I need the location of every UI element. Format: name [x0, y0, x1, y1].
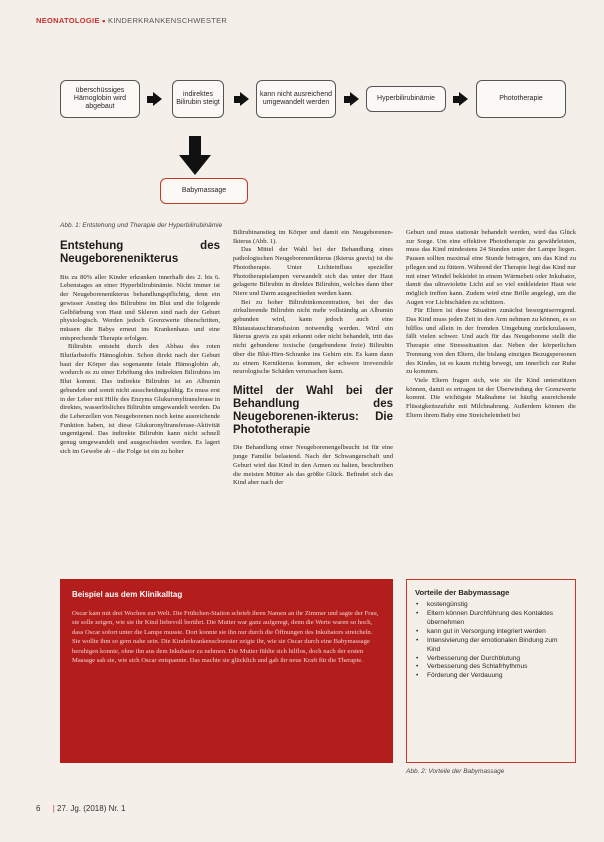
example-box	[60, 579, 393, 763]
header-brand: NEONATOLOGIE	[36, 16, 100, 25]
advantages-title: Vorteile der Babymassage	[415, 588, 510, 597]
col2-paragraph: Die Behandlung einer Neugeborenengelbsucht ist für eine junge Familie belastend. Nach der Schwangerschaft und Geburt wird das Kind in den Armen zu halten, beschreiben die meisten Mütter als das größte Glück. Befindet sich das Kind aber nach der	[233, 444, 393, 487]
col2-paragraph: Bei zu hoher Bilirubinkonzentration, bei der das zirkulierende Bilirubin nicht mehr vollständig an Albumin gebunden wird, kann jedoch auch eine Blutaustauschtransfusion notwendig werden. Wird ein Ikterus gravis zu spät erkannt oder nicht behandelt, tritt das nicht gebundene toxische (ungebundene freie) Bilirubin über die Blut-Hirn-Schranke ins Gehirn ein. Es kann dann zu einem Kernikterus kommen, der schwere irreversible neurologische Schäden verursachen kann.	[233, 298, 393, 376]
heading-entstehung: Entstehung des Neugeborenenikterus	[60, 240, 220, 265]
flow-arrow-right-icon	[459, 92, 468, 106]
flow-box-phototherapy: Phototherapie	[476, 80, 566, 118]
heading-mittel-der-wahl: Mittel der Wahl bei der Behandlung des Neugeborenen-ikterus: Die Phototherapie	[233, 384, 393, 436]
flow-arrow-down-icon	[178, 136, 212, 176]
figure2-caption: Abb. 2: Vorteile der Babymassage	[406, 768, 505, 775]
page-footer	[36, 804, 125, 813]
footer-divider: |	[52, 804, 55, 813]
flow-box-conversion: kann nicht ausreichend umgewandelt werden	[256, 80, 336, 118]
flow-box-hyperbilirubinemia: Hyperbilirubinämie	[366, 86, 446, 112]
list-item: • Verbesserung der Durchblutung	[424, 655, 567, 664]
figure1-caption: Abb. 1: Entstehung und Therapie der Hyperbilirubinämie	[60, 222, 223, 229]
col3-paragraph: Für Eltern ist diese Situation zunächst besorgniserregend. Das Kind muss jeden Zeit in den Arm nehmen zu können, es so hilflos und allein in der fremden Umgebung zurückzulassen, fällt vielen schwer. Und auch für das Neugeborene stellt die Therapie eine Stresssituation dar. Neben der körperlichen Trennung von den Eltern, die bislang einzigen Bezugspersonen des Kindes, ist es kaum richtig bewegt, um innerlich zur Ruhe zu kommen.	[406, 307, 576, 376]
column-3	[406, 229, 576, 420]
col3-paragraph: Viele Eltern fragen sich, wie sie ihr Kind unterstützen können, damit es ertragen ist der Überwindung der Grenzwerte kommt. Die wichtigste Maßnahme ist häufig ausreichende Flüssigkeitszufuhr mit Milchnahrung. Außerdem können die Eltern ihrem Baby eine Streicheleinheit bei	[406, 376, 576, 419]
issue-info: 27. Jg. (2018) Nr. 1	[57, 804, 126, 813]
example-text: Oscar kam mit drei Wochen zur Welt. Die Frühchen-Station schrieb ihren Namen an ihr Zimmer und sagte der Frau, sie solle zeigen, wie sie ihr Kind liebevoll berührt. Die Mutter war ganz aufgeregt, denn die Werte waren so hoch, dass Oscar sofort unter die Lampe musste. Dort konnte sie ihn nur durch die Öffnungen des Inkubators streicheln. Sie wollte ihm so gern nahe sein. Die Kinderkrankenschwester zeigte ihr, wie sie Oscar durch eine Babymassage beruhigen konnte, ohne ihn aus dem Inkubator zu nehmen. Die Mutter fühlte sich hilflos, doch nach der ersten Massage sah sie, wie sich Oscar entspannte. Das machte sie glücklich und gab ihr neue Kraft für die Therapie.	[72, 609, 379, 665]
flow-arrow-right-icon	[153, 92, 162, 106]
column-2	[233, 229, 393, 488]
col2-paragraph: Bilirubinanstieg im Körper und damit ein Neugeborenen-Ikterus (Abb. 1).	[233, 229, 393, 245]
col2-paragraph: Das Mittel der Wahl bei der Behandlung eines pathologischen Neugeborenenikterus (Ikterus gravis) ist die Phototherapie. Unter Lichteinfluss spezieller Phototherapielampen verwandelt sich das unter der Haut gelagerte Bilirubin in direktes Bilirubin, welches dann über Niere und Darm ausgeschieden werden kann.	[233, 246, 393, 297]
header-section: KINDERKRANKENSCHWESTER	[108, 16, 228, 25]
flow-box-hemoglobin: überschüssiges Hämoglobin wird abgebaut	[60, 80, 140, 118]
list-item: • Verbesserung des Schlafrhythmus	[424, 663, 567, 672]
flow-box-baby-massage: Babymassage	[160, 178, 248, 204]
advantages-list	[415, 601, 567, 681]
flow-diagram	[60, 80, 580, 210]
list-item: • Eltern können Durchführung des Kontaktes übernehmen	[424, 610, 567, 628]
header-separator-icon: ▪	[102, 16, 106, 26]
col1-paragraph: Bis zu 80% aller Kinder erkranken innerhalb des 2. bis 6. Lebenstages an einer Hyperbilirubinämie. Nicht immer ist der Neugeborenenikterus behandlungspflichtig, denn ein gewisser Anstieg des Bilirubins im Blut und die folgende Gelbfärbung von Haut und Skleren sind nach der Geburt physiologisch. Werden jedoch Grenzwerte überschritten, müssen die Babys erneut ins Krankenhaus und eine entsprechende Therapie erfolgen.	[60, 273, 220, 342]
list-item: • kostengünstig	[424, 601, 567, 610]
running-header	[36, 16, 227, 26]
example-title: Beispiel aus dem Klinikalltag	[72, 590, 183, 599]
flow-box-indirect-bilirubin: indirektes Bilirubin steigt	[172, 80, 224, 118]
list-item: • kann gut in Versorgung integriert werden	[424, 628, 567, 637]
flow-arrow-right-icon	[240, 92, 249, 106]
list-item: • Förderung der Verdauung	[424, 672, 567, 681]
flow-arrow-right-icon	[350, 92, 359, 106]
col3-paragraph: Geburt und muss stationär behandelt werden, wird das Glück zur Sorge. Um eine effektive Phototherapie zu gewährleisten, muss das Kind mindestens 24 Stunden unter der Lampe liegen. Pausen sollten maximal eine Stunde betragen, um das Kind zu pflegen und zu füttern. Während der Therapie liegt das Kind nur mit einer Windel bekleidet in einem Wärmebett oder Inkubator, damit das ultraviolette Licht auf so viel entkleideter Haut wie möglich treffen kann. Zudem wird eine Brille angelegt, um die Augen vor Lichtschäden zu schützen.	[406, 229, 576, 306]
page-number: 6	[36, 804, 41, 813]
column-1	[60, 240, 220, 457]
col1-paragraph: Bilirubin entsteht durch den Abbau des roten Blutfarbstoffs Hämoglobin. Schon direkt nach der Geburt baut der Körper das sogenannte fetale Hämoglobin ab, wodurch es zu einer Erhöhung des indirekten Bilirubins im Blut kommt. Das indirekte Bilirubin ist an Albumin gebunden und somit nicht ausscheidungsfähig. Es muss erst in der Leber mit Hilfe des Enzyms Glukuronyltransferase in direktes, wasserlösliches Bilirubin umgewandelt werden. Da die Leberzellen von Neugeborenen noch keine ausreichende Funktion haben, ist diese Glukuronyltransferase-Aktivität ungenügend. Das indirekte Bilirubin kann nicht schnell genug umgewandelt und ausgeschieden werden. Es lagert sich im Gewebe ab – die Folge ist ein zu hoher	[60, 343, 220, 455]
list-item: • Intensivierung der emotionalen Bindung zum Kind	[424, 637, 567, 655]
advantages-box	[406, 579, 576, 763]
